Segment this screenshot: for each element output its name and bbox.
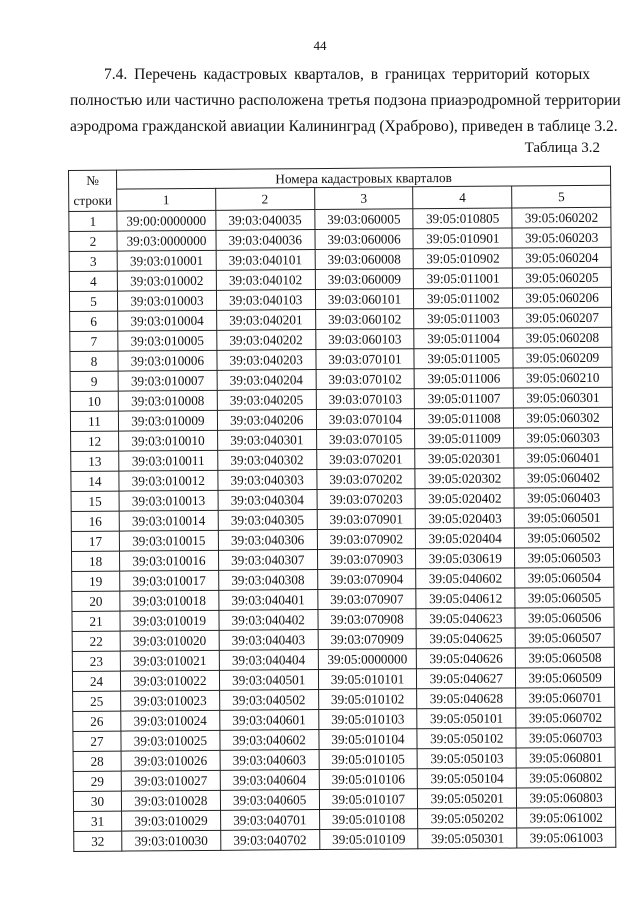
cadastral-quarter-cell: 39:03:010027 — [121, 770, 220, 791]
cadastral-quarter-cell: 39:03:070104 — [316, 409, 415, 430]
cadastral-quarter-cell: 39:03:040301 — [217, 430, 316, 451]
cadastral-quarter-cell: 39:05:011002 — [414, 288, 513, 309]
cadastral-quarter-cell: 39:05:061003 — [517, 827, 616, 848]
cadastral-quarter-cell: 39:03:060006 — [315, 229, 414, 250]
row-number-cell: 18 — [71, 551, 119, 571]
cadastral-quarter-cell: 39:03:010016 — [119, 550, 218, 571]
row-number-cell: 4 — [69, 271, 117, 291]
cadastral-quarter-cell: 39:03:010018 — [120, 590, 219, 611]
cadastral-quarter-cell: 39:03:040601 — [220, 710, 319, 731]
intro-paragraph — [70, 62, 621, 140]
cadastral-quarter-cell: 39:03:010014 — [119, 510, 218, 531]
row-number-cell: 20 — [72, 591, 120, 611]
cadastral-quarter-cell: 39:03:040201 — [216, 310, 315, 331]
cadastral-quarter-cell: 39:03:040205 — [217, 390, 316, 411]
cadastral-quarter-cell: 39:03:010010 — [119, 430, 218, 451]
cadastral-quarter-cell: 39:03:040502 — [219, 690, 318, 711]
cadastral-quarter-cell: 39:03:010028 — [121, 790, 220, 811]
cadastral-quarter-cell: 39:03:010002 — [117, 270, 216, 291]
cadastral-quarter-cell: 39:05:010103 — [318, 709, 417, 730]
cadastral-quarter-cell: 39:03:070101 — [316, 349, 415, 370]
cadastral-quarter-cell: 39:05:040602 — [416, 568, 515, 589]
cadastral-quarter-cell: 39:03:010003 — [117, 290, 216, 311]
cadastral-quarter-cell: 39:03:010023 — [121, 690, 220, 711]
cadastral-quarter-cell: 39:03:040402 — [219, 610, 318, 631]
cadastral-quarter-cell: 39:05:011006 — [414, 368, 513, 389]
cadastral-quarter-cell: 39:05:050202 — [418, 808, 517, 829]
row-number-header — [69, 170, 117, 211]
cadastral-quarter-cell: 39:05:060209 — [513, 347, 612, 368]
row-number-cell: 13 — [71, 451, 119, 471]
cadastral-quarter-cell: 39:03:0000000 — [117, 230, 216, 251]
row-number-cell: 29 — [73, 771, 121, 791]
row-number-cell: 27 — [73, 731, 121, 751]
cadastral-quarter-cell: 39:03:070909 — [318, 629, 417, 650]
cadastral-quarter-cell: 39:05:020301 — [415, 448, 514, 469]
row-number-cell: 22 — [72, 631, 120, 651]
row-number-cell: 12 — [71, 431, 119, 451]
cadastral-quarter-cell: 39:03:010011 — [119, 450, 218, 471]
cadastral-quarter-cell: 39:03:010015 — [119, 530, 218, 551]
cadastral-quarter-cell: 39:05:010108 — [319, 809, 418, 830]
cadastral-quarter-cell: 39:05:060509 — [516, 667, 615, 688]
cadastral-quarter-cell: 39:03:070105 — [316, 429, 415, 450]
cadastral-quarter-cell: 39:03:040605 — [220, 790, 319, 811]
page-number: 44 — [313, 38, 327, 53]
paragraph-line: аэродрома гражданской авиации Калининград (Храброво), приведен в таблице 3.2. — [70, 118, 618, 135]
cadastral-quarter-cell: 39:05:060205 — [512, 267, 611, 288]
cadastral-quarter-cell: 39:05:040623 — [416, 608, 515, 629]
column-number-header: 2 — [215, 188, 314, 210]
row-number-cell: 32 — [74, 831, 122, 851]
cadastral-quarter-cell: 39:05:060703 — [516, 727, 615, 748]
cadastral-quarter-cell: 39:05:010107 — [319, 789, 418, 810]
cadastral-quarter-cell: 39:03:010017 — [120, 570, 219, 591]
cadastral-quarter-cell: 39:03:010026 — [121, 750, 220, 771]
cadastral-quarter-cell: 39:00:0000000 — [117, 210, 216, 231]
row-number-cell: 17 — [71, 531, 119, 551]
cadastral-quarter-cell: 39:05:050201 — [418, 788, 517, 809]
cadastral-quarter-cell: 39:05:050103 — [417, 748, 516, 769]
cadastral-quarter-cell: 39:05:060206 — [513, 287, 612, 308]
cadastral-quarter-cell: 39:03:010029 — [122, 810, 221, 831]
cadastral-quarter-cell: 39:05:011004 — [414, 328, 513, 349]
cadastral-quarter-cell: 39:03:010019 — [120, 610, 219, 631]
cadastral-quarter-cell: 39:05:020402 — [415, 488, 514, 509]
cadastral-quarter-cell: 39:05:011008 — [415, 408, 514, 429]
cadastral-quarter-cell: 39:05:010901 — [413, 228, 512, 249]
cadastral-quarter-cell: 39:05:010102 — [318, 689, 417, 710]
paragraph-line: 7.4. Перечень кадастровых кварталов, в границах территорий которых — [104, 66, 590, 83]
cadastral-quarter-cell: 39:05:0000000 — [318, 649, 417, 670]
cadastral-quarter-cell: 39:03:040308 — [218, 570, 317, 591]
cadastral-quarter-cell: 39:03:070907 — [317, 589, 416, 610]
cadastral-quarter-cell: 39:05:010105 — [319, 749, 418, 770]
cadastral-quarter-cell: 39:05:060208 — [513, 327, 612, 348]
cadastral-quarter-cell: 39:03:010022 — [120, 670, 219, 691]
row-number-cell: 3 — [69, 251, 117, 271]
cadastral-quarter-cell: 39:03:010009 — [118, 410, 217, 431]
cadastral-quarter-cell: 39:05:060403 — [514, 487, 613, 508]
row-number-cell: 26 — [73, 711, 121, 731]
row-number-cell: 25 — [73, 691, 121, 711]
cadastral-quarter-cell: 39:05:060401 — [514, 447, 613, 468]
cadastral-quarter-cell: 39:05:040628 — [417, 688, 516, 709]
cadastral-quarter-cell: 39:05:010101 — [318, 669, 417, 690]
cadastral-quarter-cell: 39:03:010004 — [118, 310, 217, 331]
cadastral-quarter-cell: 39:03:040035 — [216, 210, 315, 231]
cadastral-quarter-cell: 39:05:011007 — [415, 388, 514, 409]
row-number-cell: 2 — [69, 231, 117, 251]
cadastral-quarter-cell: 39:05:040626 — [417, 648, 516, 669]
cadastral-quarter-cell: 39:03:040202 — [217, 330, 316, 351]
cadastral-quarter-cell: 39:05:010805 — [413, 208, 512, 229]
cadastral-quarter-cell: 39:05:060504 — [515, 567, 614, 588]
cadastral-quarter-cell: 39:05:060502 — [515, 527, 614, 548]
cadastral-quarter-cell: 39:05:060303 — [514, 427, 613, 448]
cadastral-quarter-cell: 39:03:010001 — [117, 250, 216, 271]
row-number-cell: 23 — [72, 651, 120, 671]
cadastral-quarter-cell: 39:05:020404 — [416, 528, 515, 549]
cadastral-quarter-cell: 39:05:050301 — [418, 828, 517, 849]
cadastral-quarter-cell: 39:03:010024 — [121, 710, 220, 731]
cadastral-quarter-cell: 39:03:040303 — [218, 470, 317, 491]
cadastral-quarters-table — [68, 166, 616, 852]
cadastral-quarter-cell: 39:05:010109 — [319, 829, 418, 850]
cadastral-quarter-cell: 39:03:040603 — [220, 750, 319, 771]
cadastral-quarter-cell: 39:03:010021 — [120, 650, 219, 671]
row-number-cell: 28 — [73, 751, 121, 771]
cadastral-quarter-cell: 39:05:060803 — [517, 787, 616, 808]
row-number-cell: 14 — [71, 471, 119, 491]
cadastral-quarter-cell: 39:03:040702 — [220, 830, 319, 851]
cadastral-quarter-cell: 39:03:040604 — [220, 770, 319, 791]
row-number-cell: 11 — [70, 411, 118, 431]
row-number-cell: 16 — [71, 511, 119, 531]
cadastral-quarter-cell: 39:03:010012 — [119, 470, 218, 491]
cadastral-quarter-cell: 39:05:060202 — [512, 207, 611, 228]
cadastral-quarter-cell: 39:05:040625 — [417, 628, 516, 649]
cadastral-quarter-cell: 39:05:060508 — [515, 647, 614, 668]
cadastral-quarter-cell: 39:05:060801 — [516, 747, 615, 768]
cadastral-quarter-cell: 39:05:030619 — [416, 548, 515, 569]
row-number-cell: 5 — [69, 291, 117, 311]
cadastral-quarter-cell: 39:03:070102 — [316, 369, 415, 390]
cadastral-quarter-cell: 39:05:010104 — [318, 729, 417, 750]
cadastral-quarter-cell: 39:03:040101 — [216, 250, 315, 271]
row-number-cell: 15 — [71, 491, 119, 511]
cadastral-quarter-cell: 39:03:010025 — [121, 730, 220, 751]
table-body — [69, 207, 616, 851]
cadastral-quarter-cell: 39:05:061002 — [517, 807, 616, 828]
cadastral-quarter-cell: 39:05:040627 — [417, 668, 516, 689]
row-number-header-label: строки — [73, 192, 113, 208]
row-number-cell: 31 — [74, 811, 122, 831]
cadastral-quarter-cell: 39:03:070203 — [317, 489, 416, 510]
cadastral-quarter-cell: 39:03:070202 — [316, 469, 415, 490]
cadastral-quarter-cell: 39:03:040307 — [218, 550, 317, 571]
cadastral-quarter-cell: 39:05:060501 — [514, 507, 613, 528]
group-header: Номера кадастровых кварталов — [117, 166, 611, 189]
row-number-header-symbol: № — [86, 172, 99, 188]
cadastral-quarter-cell: 39:05:060506 — [515, 607, 614, 628]
column-number-header: 3 — [314, 187, 413, 209]
row-number-cell: 6 — [70, 311, 118, 331]
cadastral-quarter-cell: 39:05:011001 — [414, 268, 513, 289]
cadastral-quarter-cell: 39:03:060101 — [315, 289, 414, 310]
cadastral-quarter-cell: 39:05:060701 — [516, 687, 615, 708]
cadastral-quarter-cell: 39:05:010902 — [414, 248, 513, 269]
cadastral-quarter-cell: 39:05:060505 — [515, 587, 614, 608]
row-number-cell: 7 — [70, 331, 118, 351]
cadastral-quarter-cell: 39:05:060503 — [515, 547, 614, 568]
cadastral-quarter-cell: 39:05:050104 — [418, 768, 517, 789]
row-number-cell: 24 — [72, 671, 120, 691]
cadastral-quarter-cell: 39:05:060402 — [514, 467, 613, 488]
cadastral-quarter-cell: 39:03:010030 — [122, 830, 221, 851]
row-number-cell: 21 — [72, 611, 120, 631]
cadastral-quarter-cell: 39:03:010013 — [119, 490, 218, 511]
cadastral-quarter-cell: 39:03:040203 — [217, 350, 316, 371]
cadastral-quarter-cell: 39:03:010006 — [118, 350, 217, 371]
cadastral-quarter-cell: 39:03:040401 — [219, 590, 318, 611]
cadastral-quarter-cell: 39:05:060802 — [516, 767, 615, 788]
cadastral-quarter-cell: 39:03:070904 — [317, 569, 416, 590]
cadastral-quarter-cell: 39:03:040304 — [218, 490, 317, 511]
cadastral-quarter-cell: 39:03:010007 — [118, 370, 217, 391]
cadastral-quarter-cell: 39:03:040306 — [218, 530, 317, 551]
row-number-cell: 19 — [72, 571, 120, 591]
cadastral-quarter-cell: 39:03:060008 — [315, 249, 414, 270]
cadastral-quarter-cell: 39:05:020403 — [416, 508, 515, 529]
cadastral-quarter-cell: 39:05:011009 — [415, 428, 514, 449]
row-number-cell: 8 — [70, 351, 118, 371]
row-number-cell: 9 — [70, 371, 118, 391]
cadastral-quarter-cell: 39:05:060702 — [516, 707, 615, 728]
cadastral-quarter-cell: 39:05:060203 — [512, 227, 611, 248]
cadastral-quarter-cell: 39:03:040404 — [219, 650, 318, 671]
column-number-header: 5 — [512, 186, 611, 208]
cadastral-quarter-cell: 39:03:040602 — [220, 730, 319, 751]
cadastral-quarter-cell: 39:03:040206 — [217, 410, 316, 431]
cadastral-quarter-cell: 39:03:040305 — [218, 510, 317, 531]
paragraph-line: полностью или частично расположена третья подзона приаэродромной территории — [70, 92, 621, 109]
cadastral-quarter-cell: 39:05:011005 — [414, 348, 513, 369]
cadastral-quarter-cell: 39:05:011003 — [414, 308, 513, 329]
row-number-cell: 10 — [70, 391, 118, 411]
cadastral-quarter-cell: 39:03:070201 — [316, 449, 415, 470]
cadastral-quarter-cell: 39:03:070902 — [317, 529, 416, 550]
column-number-header: 4 — [413, 186, 512, 208]
cadastral-quarter-cell: 39:03:040403 — [219, 630, 318, 651]
table-row — [74, 827, 616, 851]
cadastral-quarter-cell: 39:05:040612 — [416, 588, 515, 609]
cadastral-quarter-cell: 39:03:060102 — [315, 309, 414, 330]
cadastral-quarter-cell: 39:05:060301 — [513, 387, 612, 408]
cadastral-quarter-cell: 39:03:060103 — [315, 329, 414, 350]
cadastral-quarter-cell: 39:03:040302 — [218, 450, 317, 471]
cadastral-quarter-cell: 39:05:060507 — [515, 627, 614, 648]
cadastral-quarter-cell: 39:05:060204 — [512, 247, 611, 268]
cadastral-quarter-cell: 39:03:010020 — [120, 630, 219, 651]
cadastral-quarter-cell: 39:03:040036 — [216, 230, 315, 251]
cadastral-quarter-cell: 39:03:040501 — [219, 670, 318, 691]
table-caption: Таблица 3.2 — [524, 140, 600, 156]
cadastral-quarter-cell: 39:03:040204 — [217, 370, 316, 391]
cadastral-quarter-cell: 39:05:050102 — [417, 728, 516, 749]
cadastral-quarter-cell: 39:03:010008 — [118, 390, 217, 411]
cadastral-quarter-cell: 39:03:060009 — [315, 269, 414, 290]
cadastral-quarter-cell: 39:03:070903 — [317, 549, 416, 570]
cadastral-quarter-cell: 39:03:070901 — [317, 509, 416, 530]
column-number-header: 1 — [117, 189, 216, 211]
cadastral-quarter-cell: 39:03:070103 — [316, 389, 415, 410]
cadastral-quarter-cell: 39:03:040701 — [220, 810, 319, 831]
cadastral-quarter-cell: 39:03:010005 — [118, 330, 217, 351]
cadastral-quarter-cell: 39:03:070908 — [318, 609, 417, 630]
cadastral-quarter-cell: 39:05:010106 — [319, 769, 418, 790]
cadastral-quarter-cell: 39:05:050101 — [417, 708, 516, 729]
row-number-cell: 30 — [73, 791, 121, 811]
cadastral-quarter-cell: 39:05:060302 — [514, 407, 613, 428]
cadastral-quarter-cell: 39:03:040103 — [216, 290, 315, 311]
cadastral-quarter-cell: 39:05:060207 — [513, 307, 612, 328]
cadastral-quarter-cell: 39:05:060210 — [513, 367, 612, 388]
cadastral-quarter-cell: 39:05:020302 — [415, 468, 514, 489]
row-number-cell: 1 — [69, 211, 117, 231]
cadastral-quarter-cell: 39:03:060005 — [314, 209, 413, 230]
cadastral-quarter-cell: 39:03:040102 — [216, 270, 315, 291]
